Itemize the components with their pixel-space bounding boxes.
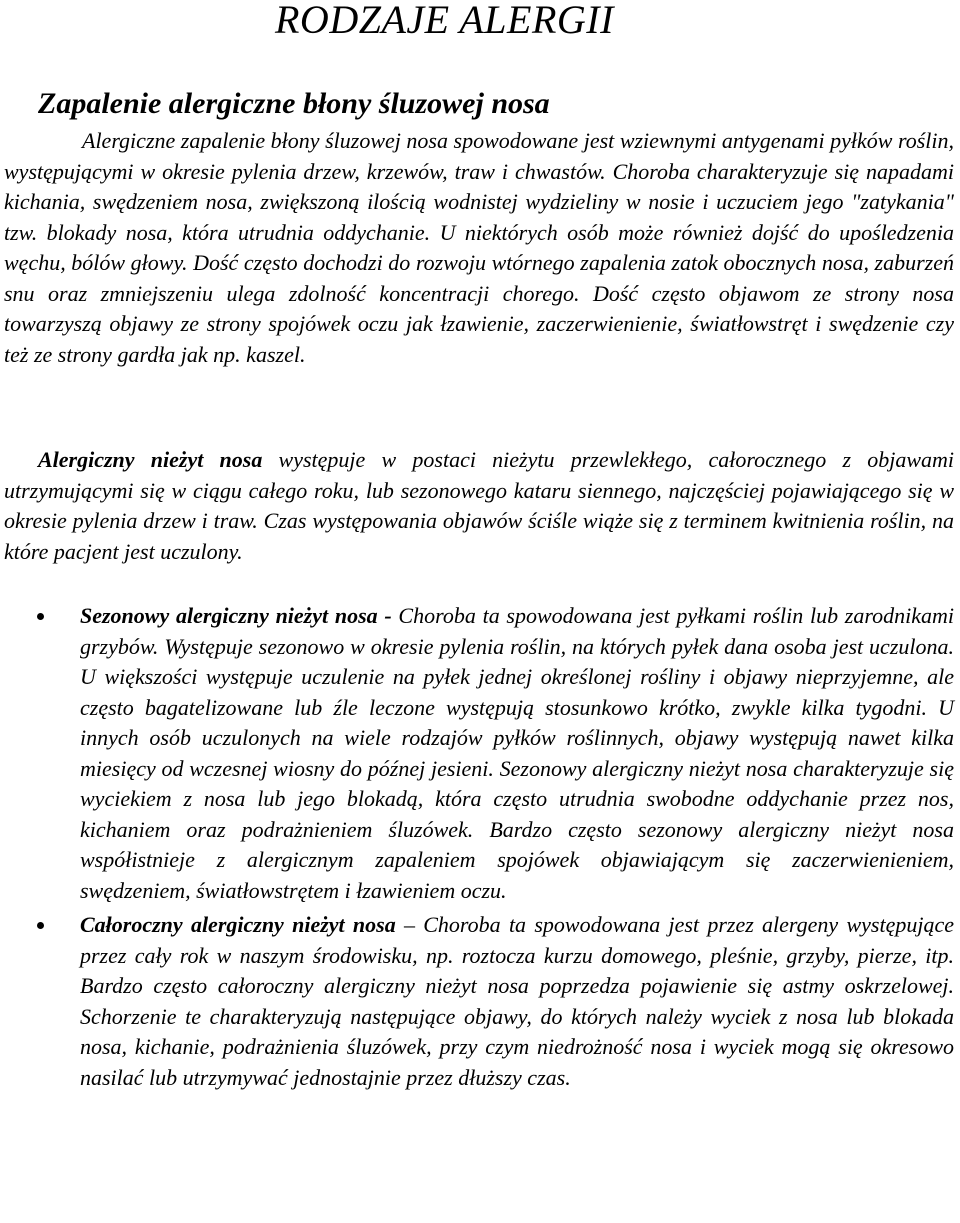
intro-paragraph: Alergiczne zapalenie błony śluzowej nosa spowodowane jest wziewnymi antygenami pyłków roślin, występującymi w okresie pylenia drzew, krzewów, traw i chwastów. Choroba charakteryzuje się napadami kichania, swędzeniem nosa, zwiększoną ilością wodnistej wydzieliny w nosie i uczuciem jego "zatykania" tzw. blokady nosa, która utrudnia oddychanie. U niektórych osób może również dojść do upośledzenia węchu, bólów głowy. Dość często dochodzi do rozwoju wtórnego zapalenia zatok obocznych nosa, zaburzeń snu oraz zmniejszeniu ulega zdolność koncentracji chorego. Dość często objawom ze strony nosa towarzyszą objawy ze strony spojówek oczu jak łzawienie, zaczerwienienie, światłowstręt i swędzenie czy też ze strony gardła jak np. kaszel. xyxy=(4,128,954,367)
bullet-icon xyxy=(37,613,44,620)
seasonal-text: Choroba ta spowodowana jest pyłkami roślin lub zarodnikami grzybów. Występuje sezonowo w okresie pylenia roślin, na których pyłek dana osoba jest uczulona. U większości występuje uczulenie na pyłek jednej określonej rośliny i objawy nieprzyjemne, ale często bagatelizowane lub źle leczone występują stosunkowo krótko, zwykle kilka tygodni. U innych osób uczulonych na wiele rodzajów pyłków roślinnych, objawy występują nawet kilka miesięcy od wczesnej wiosny do późnej jesieni. Sezonowy alergiczny nieżyt nosa charakteryzuje się wyciekiem z nosa lub jego blokadą, która często utrudnia swobodne oddychanie przez nos, kichaniem oraz podrażnieniem śluzówek. Bardzo często sezonowy alergiczny nieżyt nosa współistnieje z alergicznym zapaleniem spojówek objawiającym się zaczerwienieniem, swędzeniem, światłowstrętem i łzawieniem oczu. xyxy=(80,603,954,903)
seasonal-term: Sezonowy alergiczny nieżyt nosa - xyxy=(80,603,392,628)
bullet-icon xyxy=(37,922,44,929)
list-item xyxy=(0,910,954,1093)
rhinitis-paragraph xyxy=(4,445,954,567)
section-heading: Zapalenie alergiczne błony śluzowej nosa xyxy=(38,87,550,120)
perennial-text: – Choroba ta spowodowana jest przez alergeny występujące przez cały rok w naszym środowisku, np. roztocza kurzu domowego, pleśnie, grzyby, pierze, itp. Bardzo często całoroczny alergiczny nieżyt nosa poprzedza pojawienie się astmy oskrzelowej. Schorzenie te charakteryzują następujące objawy, do których należy wyciek z nosa lub blokada nosa, kichanie, podrażnienia śluzówek, przy czym niedrożność nosa i wyciek mogą się okresowo nasilać lub utrzymywać jednostajnie przez dłuższy czas. xyxy=(80,912,954,1090)
perennial-term: Całoroczny alergiczny nieżyt nosa xyxy=(80,912,396,937)
document-title: RODZAJE ALERGII xyxy=(275,0,614,42)
list-item xyxy=(0,601,954,906)
rhinitis-types-list xyxy=(0,601,960,1097)
rhinitis-term: Alergiczny nieżyt nosa xyxy=(38,447,263,472)
rhinitis-text: występuje w postaci nieżytu przewlekłego, całorocznego z objawami utrzymującymi się w ciągu całego roku, lub sezonowego kataru siennego, najczęściej pojawiającego się w okresie pylenia drzew i traw. Czas występowania objawów ściśle wiąże się z terminem kwitnienia roślin, na które pacjent jest uczulony. xyxy=(4,447,955,564)
